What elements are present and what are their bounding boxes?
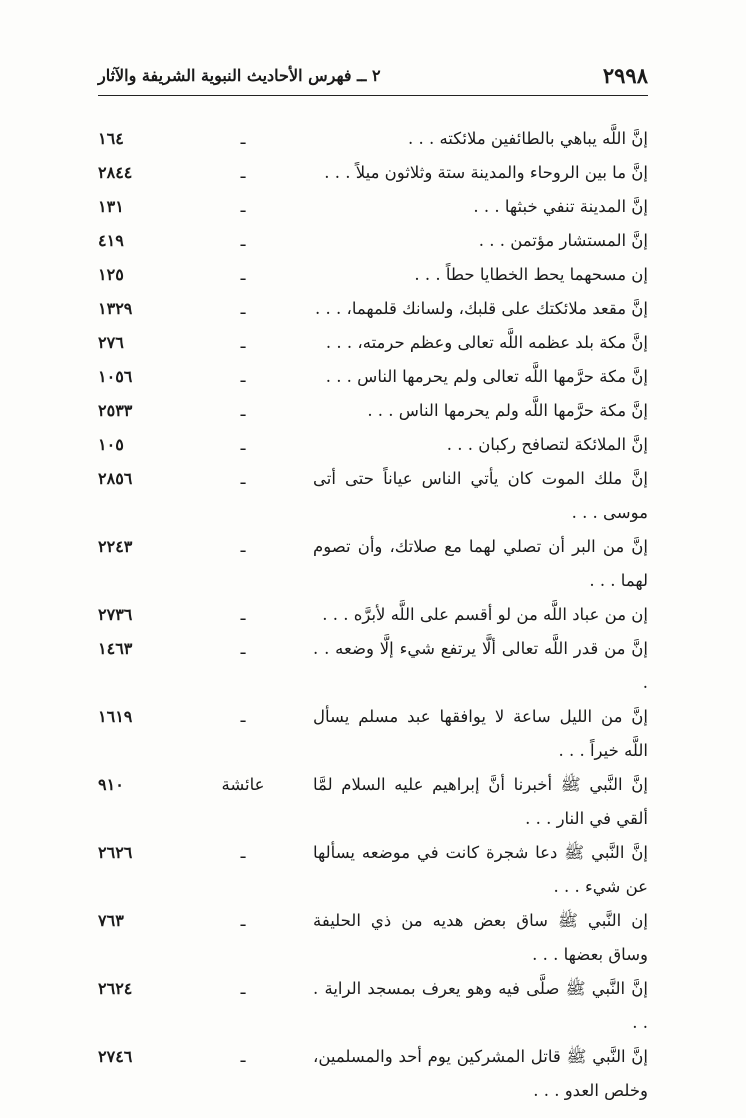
hadith-text: إنَّ مكة حرَّمها اللَّه ولم يحرمها الناس . . .	[367, 401, 648, 420]
narrator: ـ	[240, 231, 246, 250]
reference-number: ٢٨٤٤	[98, 163, 133, 182]
narrator: ـ	[240, 367, 246, 386]
hadith-text: إنَّ النَّبي ﷺ أخبرنا أنَّ إبراهيم عليه السلام لمَّا ألقي في النار . . .	[313, 775, 648, 828]
reference-number: ٢٧٦	[98, 333, 124, 352]
index-entry	[98, 462, 648, 530]
index-entry	[98, 326, 648, 360]
reference-number: ٢٧٤٦	[98, 1047, 133, 1066]
reference-number: ٧٦٣	[98, 911, 124, 930]
narrator: ـ	[240, 333, 246, 352]
narrator: ـ	[240, 163, 246, 182]
hadith-text: إن النَّبي ﷺ ساق بعض هديه من ذي الحليفة وساق بعضها . . .	[313, 911, 648, 964]
reference-number: ١٤٦٣	[98, 639, 133, 658]
narrator: ـ	[240, 265, 246, 284]
reference-number: ٢٧٣٦	[98, 605, 133, 624]
index-entry	[98, 156, 648, 190]
page-number: ٢٩٩٨	[602, 62, 648, 88]
narrator: ـ	[240, 707, 246, 726]
hadith-text: إنَّ من البر أن تصلي لهما مع صلاتك، وأن تصوم لهما . . .	[313, 537, 648, 590]
index-entry	[98, 632, 648, 700]
narrator: ـ	[240, 197, 246, 216]
reference-number: ١٣٢٩	[98, 299, 133, 318]
hadith-text: إنَّ اللَّه يباهي بالطائفين ملائكته . . .	[407, 129, 648, 148]
reference-number: ٢٨٥٦	[98, 469, 133, 488]
narrator: ـ	[240, 605, 246, 624]
index-entry	[98, 904, 648, 972]
hadith-text: إنَّ مقعد ملائكتك على قلبك، ولسانك قلمهما، . . .	[315, 299, 648, 318]
reference-number: ١٦٤	[98, 129, 124, 148]
index-entry	[98, 360, 648, 394]
narrator: ـ	[240, 911, 246, 930]
narrator: ـ	[240, 979, 246, 998]
reference-number: ١٣١	[98, 197, 124, 216]
reference-number: ١٠٥٦	[98, 367, 133, 386]
hadith-text: إنَّ من الليل ساعة لا يوافقها عبد مسلم يسأل اللَّه خيراً . . .	[313, 707, 648, 760]
hadith-text: إنَّ النَّبي ﷺ صلَّى فيه وهو يعرف بمسجد الراية . . .	[313, 979, 648, 1032]
index-entry	[98, 394, 648, 428]
reference-number: ٢٥٣٣	[98, 401, 133, 420]
reference-number: ٢٦٢٤	[98, 979, 133, 998]
hadith-text: إنَّ النَّبي ﷺ قاتل المشركين يوم أحد والمسلمين، وخلص العدو . . .	[313, 1047, 648, 1100]
narrator: ـ	[240, 1047, 246, 1066]
hadith-text: إنَّ الملائكة لتصافح ركبان . . .	[446, 435, 648, 454]
narrator: ـ	[240, 843, 246, 862]
reference-number: ٩١٠	[98, 775, 124, 794]
index-entry	[98, 598, 648, 632]
reference-number: ٢٢٤٣	[98, 537, 133, 556]
reference-number: ٢٦٢٦	[98, 843, 133, 862]
header-rule	[98, 95, 648, 96]
reference-number: ١٦١٩	[98, 707, 133, 726]
index-entry	[98, 530, 648, 598]
index-entry	[98, 700, 648, 768]
hadith-text: إن من عباد اللَّه من لو أقسم على اللَّه لأبرَّه . . .	[322, 605, 648, 624]
narrator: ـ	[240, 129, 246, 148]
hadith-index-list	[98, 122, 648, 1108]
index-entry	[98, 768, 648, 836]
index-entry	[98, 836, 648, 904]
index-entry	[98, 292, 648, 326]
narrator: عائشة	[221, 775, 265, 794]
hadith-text: إنَّ مكة بلد عظمه اللَّه تعالى وعظم حرمته، . . .	[325, 333, 648, 352]
index-entry	[98, 972, 648, 1040]
index-entry	[98, 190, 648, 224]
narrator: ـ	[240, 639, 246, 658]
index-entry	[98, 258, 648, 292]
reference-number: ١٠٥	[98, 435, 124, 454]
narrator: ـ	[240, 435, 246, 454]
hadith-text: إنَّ المستشار مؤتمن . . .	[478, 231, 648, 250]
reference-number: ٤١٩	[98, 231, 124, 250]
hadith-text: إنَّ المدينة تنفي خبثها . . .	[473, 197, 648, 216]
hadith-text: إنَّ من قدر اللَّه تعالى ألَّا يرتفع شيء إلَّا وضعه . . .	[313, 639, 648, 692]
narrator: ـ	[240, 469, 246, 488]
hadith-text: إنَّ ملك الموت كان يأتي الناس عياناً حتى أتى موسى . . .	[313, 469, 648, 522]
reference-number: ١٢٥	[98, 265, 124, 284]
index-entry	[98, 428, 648, 462]
index-entry	[98, 224, 648, 258]
index-entry	[98, 1040, 648, 1108]
page-header	[98, 58, 648, 92]
narrator: ـ	[240, 537, 246, 556]
hadith-text: إنَّ النَّبي ﷺ دعا شجرة كانت في موضعه يسألها عن شيء . . .	[313, 843, 648, 896]
narrator: ـ	[240, 401, 246, 420]
index-entry	[98, 122, 648, 156]
hadith-text: إنَّ مكة حرَّمها اللَّه تعالى ولم يحرمها الناس . . .	[325, 367, 648, 386]
hadith-text: إن مسحهما يحط الخطايا حطاً . . .	[414, 265, 648, 284]
narrator: ـ	[240, 299, 246, 318]
running-title: ٢ ــ فهرس الأحاديث النبوية الشريفة والآثار	[98, 65, 381, 85]
hadith-text: إنَّ ما بين الروحاء والمدينة ستة وثلاثون ميلاً . . .	[324, 163, 648, 182]
